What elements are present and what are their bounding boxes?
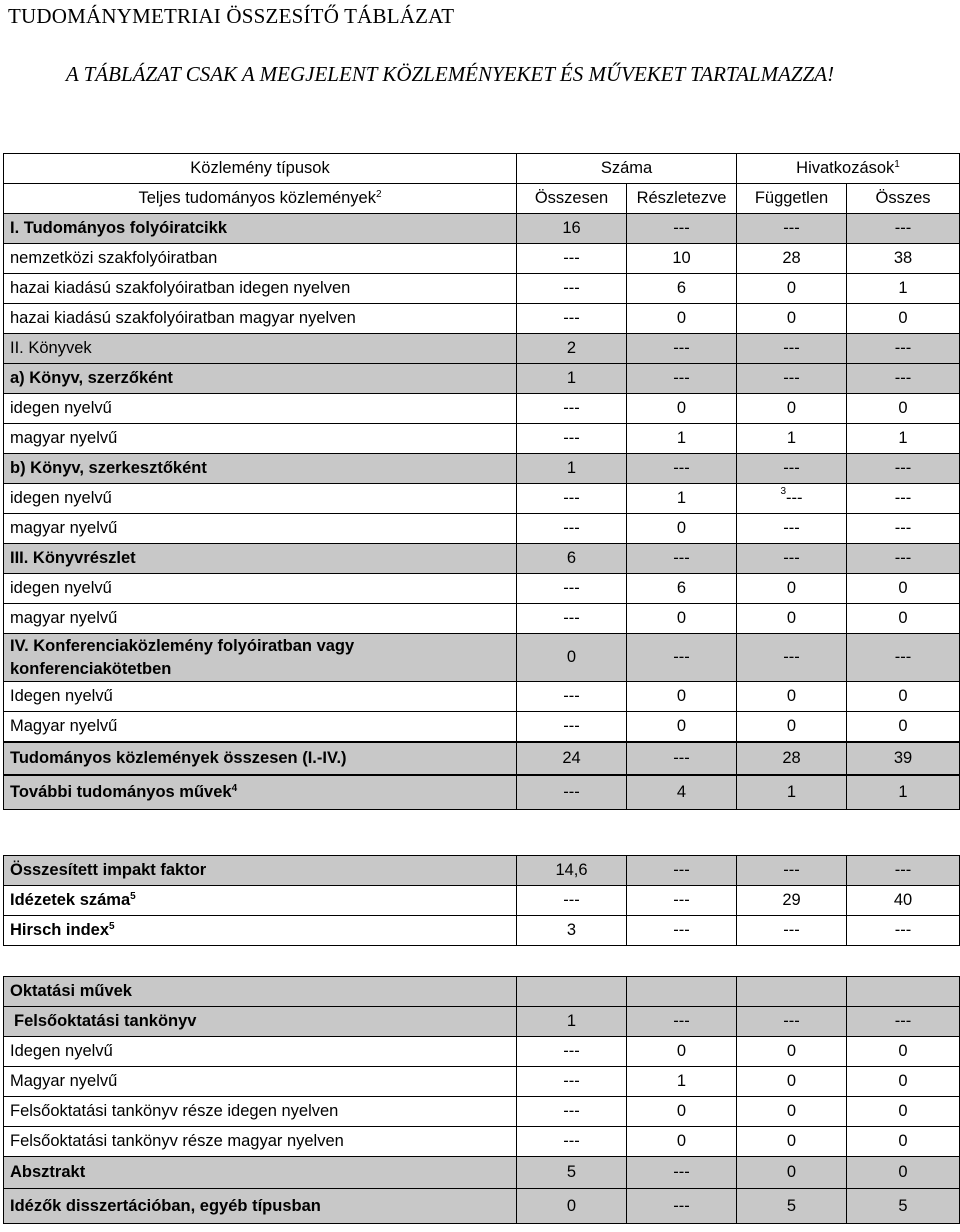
- cell-independent: 0: [737, 1097, 847, 1127]
- row-label: Idegen nyelvű: [4, 682, 517, 712]
- cell-independent: ---: [737, 856, 847, 886]
- row-label: Felsőoktatási tankönyv része magyar nyelven: [4, 1127, 517, 1157]
- header-publication-types: Közlemény típusok: [4, 154, 517, 184]
- row-label: További tudományos művek$^4$: [4, 775, 517, 810]
- cell-all: ---: [847, 364, 960, 394]
- header-citations: Hivatkozások$^1$: [737, 154, 960, 184]
- cell-all: 1: [847, 775, 960, 810]
- table-row: [4, 1127, 960, 1157]
- cell-detailed: 1: [627, 424, 737, 454]
- table-row: [4, 544, 960, 574]
- cell-detailed: 0: [627, 1127, 737, 1157]
- table-row: [4, 514, 960, 544]
- cell-total: ---: [517, 274, 627, 304]
- cell-all: ---: [847, 334, 960, 364]
- row-label: Összesített impakt faktor: [4, 856, 517, 886]
- cell-all: ---: [847, 916, 960, 946]
- cell-independent: 0: [737, 274, 847, 304]
- cell-independent: ---: [737, 454, 847, 484]
- impact-table: [3, 855, 960, 946]
- cell-independent: 0: [737, 394, 847, 424]
- footnote-marker: 5: [109, 921, 115, 932]
- table-row: [4, 742, 960, 775]
- cell-independent: ---: [737, 916, 847, 946]
- cell-detailed: ---: [627, 214, 737, 244]
- cell-independent: ---: [737, 514, 847, 544]
- table-row: [4, 1097, 960, 1127]
- cell-independent: 0: [737, 604, 847, 634]
- row-label: magyar nyelvű: [4, 424, 517, 454]
- cell-all: 0: [847, 682, 960, 712]
- row-label: Idegen nyelvű: [4, 1037, 517, 1067]
- cell-detailed: 0: [627, 604, 737, 634]
- cell-detailed: ---: [627, 364, 737, 394]
- table-row: [4, 856, 960, 886]
- cell-detailed: 4: [627, 775, 737, 810]
- footnote-marker: 3: [780, 486, 787, 497]
- cell-all: ---: [847, 484, 960, 514]
- cell-total: ---: [517, 514, 627, 544]
- table-row: [4, 424, 960, 454]
- header-detailed: Részletezve: [627, 184, 737, 214]
- table-row: [4, 364, 960, 394]
- cell-independent: ---: [737, 544, 847, 574]
- cell-all: 0: [847, 1127, 960, 1157]
- row-label: magyar nyelvű: [4, 514, 517, 544]
- cell-detailed: 0: [627, 514, 737, 544]
- table-row: [4, 574, 960, 604]
- cell-all: 0: [847, 304, 960, 334]
- header-independent: Független: [737, 184, 847, 214]
- row-label: idegen nyelvű: [4, 574, 517, 604]
- cell-total: ---: [517, 886, 627, 916]
- table-row: [4, 1157, 960, 1189]
- row-label: Felsőoktatási tankönyv része idegen nyelven: [4, 1097, 517, 1127]
- cell-total: 1: [517, 364, 627, 394]
- row-label: b) Könyv, szerkesztőként: [4, 454, 517, 484]
- header-count: Száma: [517, 154, 737, 184]
- cell-independent: 28: [737, 742, 847, 775]
- table-row: [4, 775, 960, 810]
- cell-all: 40: [847, 886, 960, 916]
- cell-all: ---: [847, 1007, 960, 1037]
- row-label: I. Tudományos folyóiratcikk: [4, 214, 517, 244]
- row-label: Magyar nyelvű: [4, 1067, 517, 1097]
- cell-detailed: 10: [627, 244, 737, 274]
- row-label: Hirsch index$^5$: [4, 916, 517, 946]
- table-header-row: [4, 154, 960, 184]
- cell-total: 24: [517, 742, 627, 775]
- cell-independent: $^3$---: [737, 484, 847, 514]
- table-row: [4, 334, 960, 364]
- cell-total: ---: [517, 1097, 627, 1127]
- table-row: [4, 1007, 960, 1037]
- cell-detailed: ---: [627, 334, 737, 364]
- cell-total: 1: [517, 1007, 627, 1037]
- cell-all: ---: [847, 544, 960, 574]
- cell-total: ---: [517, 604, 627, 634]
- row-label: Absztrakt: [4, 1157, 517, 1189]
- cell-detailed: 0: [627, 712, 737, 742]
- table-row: [4, 916, 960, 946]
- table-row: [4, 274, 960, 304]
- cell-detailed: 6: [627, 574, 737, 604]
- cell-all: 0: [847, 1037, 960, 1067]
- education-table: [3, 976, 960, 1224]
- cell-independent: 0: [737, 574, 847, 604]
- cell-total: 0: [517, 1189, 627, 1224]
- cell-total: ---: [517, 484, 627, 514]
- footnote-marker: 4: [231, 782, 238, 794]
- row-label: Tudományos közlemények összesen (I.-IV.): [4, 742, 517, 775]
- cell-total: 5: [517, 1157, 627, 1189]
- cell-detailed: ---: [627, 634, 737, 682]
- cell-all: ---: [847, 454, 960, 484]
- header-full-publications: Teljes tudományos közlemények$^2$: [4, 184, 517, 214]
- cell-independent: 5: [737, 1189, 847, 1224]
- cell-detailed: ---: [627, 856, 737, 886]
- cell-detailed: ---: [627, 916, 737, 946]
- row-label: idegen nyelvű: [4, 394, 517, 424]
- cell-all: 38: [847, 244, 960, 274]
- cell-detailed: 0: [627, 682, 737, 712]
- document-title: TUDOMÁNYMETRIAI ÖSSZESÍTŐ TÁBLÁZAT: [8, 4, 455, 28]
- cell-total: ---: [517, 574, 627, 604]
- table-row: [4, 454, 960, 484]
- cell-independent: 1: [737, 424, 847, 454]
- row-label: nemzetközi szakfolyóiratban: [4, 244, 517, 274]
- cell-all: 0: [847, 1157, 960, 1189]
- cell-detailed: ---: [627, 544, 737, 574]
- cell-total: 2: [517, 334, 627, 364]
- cell-all: 0: [847, 574, 960, 604]
- cell-all: 0: [847, 394, 960, 424]
- cell-total: ---: [517, 244, 627, 274]
- header-total: Összesen: [517, 184, 627, 214]
- cell-all: ---: [847, 856, 960, 886]
- cell-total: ---: [517, 304, 627, 334]
- cell-detailed: ---: [627, 742, 737, 775]
- education-heading-row: [4, 977, 960, 1007]
- cell-detailed: 0: [627, 1097, 737, 1127]
- cell-total: 6: [517, 544, 627, 574]
- cell-total: 3: [517, 916, 627, 946]
- cell-all: 0: [847, 604, 960, 634]
- cell-total: ---: [517, 682, 627, 712]
- cell-independent: 0: [737, 1067, 847, 1097]
- table-row: [4, 1067, 960, 1097]
- publication-summary-table: [3, 153, 960, 810]
- footnote-marker: 5: [130, 891, 136, 902]
- row-label: hazai kiadású szakfolyóiratban idegen nyelven: [4, 274, 517, 304]
- table-row: [4, 634, 960, 682]
- cell-detailed: 1: [627, 1067, 737, 1097]
- row-label: III. Könyvrészlet: [4, 544, 517, 574]
- footnote-marker: 2: [375, 189, 382, 200]
- table-row: [4, 886, 960, 916]
- row-label: Magyar nyelvű: [4, 712, 517, 742]
- cell-independent: ---: [737, 364, 847, 394]
- table-row: [4, 244, 960, 274]
- table-row: [4, 604, 960, 634]
- cell-independent: ---: [737, 214, 847, 244]
- header-all: Összes: [847, 184, 960, 214]
- cell-detailed: 0: [627, 394, 737, 424]
- cell-total: 0: [517, 634, 627, 682]
- cell-independent: ---: [737, 634, 847, 682]
- footnote-marker: 1: [894, 159, 900, 170]
- row-label: II. Könyvek: [4, 334, 517, 364]
- cell-detailed: 0: [627, 1037, 737, 1067]
- cell-total: ---: [517, 712, 627, 742]
- row-label: magyar nyelvű: [4, 604, 517, 634]
- row-label: IV. Konferenciaközlemény folyóiratban vagy konferenciakötetben: [4, 634, 517, 682]
- cell-all: 39: [847, 742, 960, 775]
- cell-independent: 1: [737, 775, 847, 810]
- table-row: [4, 1037, 960, 1067]
- cell-total: ---: [517, 1067, 627, 1097]
- row-label: a) Könyv, szerzőként: [4, 364, 517, 394]
- cell-all: 1: [847, 424, 960, 454]
- cell-independent: 0: [737, 682, 847, 712]
- cell-all: 0: [847, 712, 960, 742]
- table-subheader-row: [4, 184, 960, 214]
- cell-detailed: 0: [627, 304, 737, 334]
- cell-all: 0: [847, 1067, 960, 1097]
- table-row: [4, 484, 960, 514]
- cell-total: 14,6: [517, 856, 627, 886]
- cell-independent: ---: [737, 1007, 847, 1037]
- row-label: idegen nyelvű: [4, 484, 517, 514]
- cell-total: ---: [517, 424, 627, 454]
- cell-independent: 0: [737, 1037, 847, 1067]
- cell-all: 1: [847, 274, 960, 304]
- cell-all: ---: [847, 634, 960, 682]
- cell-total: 1: [517, 454, 627, 484]
- cell-total: ---: [517, 1127, 627, 1157]
- cell-independent: 29: [737, 886, 847, 916]
- cell-independent: 0: [737, 1157, 847, 1189]
- cell-total: ---: [517, 775, 627, 810]
- cell-independent: 28: [737, 244, 847, 274]
- cell-all: ---: [847, 214, 960, 244]
- table-row: [4, 1189, 960, 1224]
- row-label: hazai kiadású szakfolyóiratban magyar nyelven: [4, 304, 517, 334]
- cell-detailed: ---: [627, 1007, 737, 1037]
- cell-detailed: ---: [627, 454, 737, 484]
- cell-all: 5: [847, 1189, 960, 1224]
- cell-independent: ---: [737, 334, 847, 364]
- cell-detailed: 1: [627, 484, 737, 514]
- warning-note: A TÁBLÁZAT CSAK A MEGJELENT KÖZLEMÉNYEKET ÉS MŰVEKET TARTALMAZZA!: [65, 62, 835, 86]
- cell-independent: 0: [737, 304, 847, 334]
- table-row: [4, 214, 960, 244]
- table-row: [4, 304, 960, 334]
- cell-detailed: ---: [627, 886, 737, 916]
- cell-all: ---: [847, 514, 960, 544]
- cell-total: 16: [517, 214, 627, 244]
- cell-independent: 0: [737, 1127, 847, 1157]
- table-row: [4, 394, 960, 424]
- cell-detailed: ---: [627, 1157, 737, 1189]
- cell-detailed: 6: [627, 274, 737, 304]
- table-row: [4, 682, 960, 712]
- cell-total: ---: [517, 394, 627, 424]
- row-label: Idézők disszertációban, egyéb típusban: [4, 1189, 517, 1224]
- cell-independent: 0: [737, 712, 847, 742]
- row-label: Idézetek száma$^5$: [4, 886, 517, 916]
- row-label: Felsőoktatási tankönyv: [4, 1007, 517, 1037]
- table-row: [4, 712, 960, 742]
- cell-all: 0: [847, 1097, 960, 1127]
- education-heading: Oktatási művek: [4, 977, 517, 1007]
- cell-total: ---: [517, 1037, 627, 1067]
- cell-detailed: ---: [627, 1189, 737, 1224]
